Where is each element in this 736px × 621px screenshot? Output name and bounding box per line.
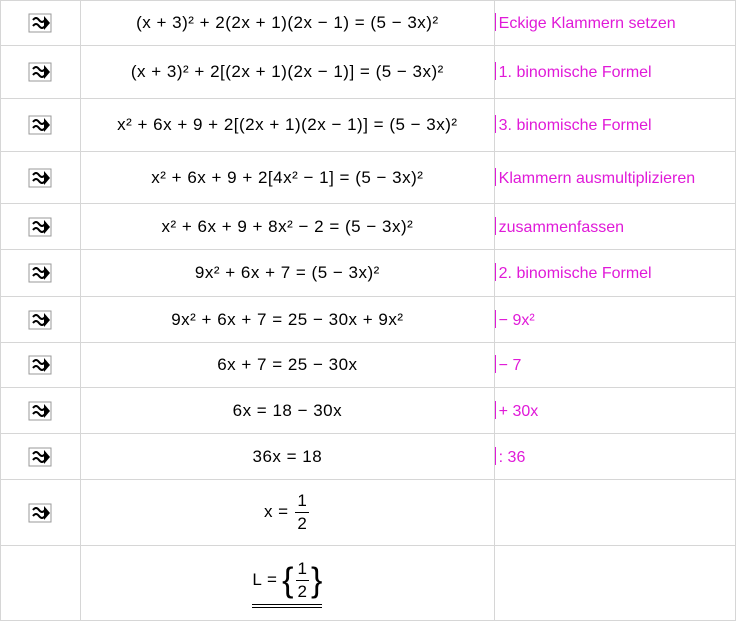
fraction-denominator: 2 <box>297 514 307 533</box>
icon-cell <box>1 480 81 546</box>
note-cell <box>494 388 735 434</box>
equation-cell <box>81 480 495 546</box>
equation: x² + 6x + 9 + 2[4x² − 1] = (5 − 3x)² <box>151 167 424 187</box>
icon-cell <box>1 343 81 388</box>
table-row <box>1 204 736 250</box>
icon-cell <box>1 1 81 46</box>
equation: x² + 6x + 9 + 2[(2x + 1)(2x − 1)] = (5 − 3x)² <box>117 115 458 134</box>
icon-cell <box>1 297 81 343</box>
step-note: − 9x² <box>498 311 535 329</box>
open-brace: { <box>282 561 294 599</box>
table-row <box>1 297 736 343</box>
x-result-lhs: x = <box>263 501 289 521</box>
mathcad-region-icon[interactable] <box>28 354 54 376</box>
table-row <box>1 46 736 99</box>
note-cell <box>494 46 735 99</box>
equation: x² + 6x + 9 + 8x² − 2 = (5 − 3x)² <box>161 216 414 236</box>
solution-set <box>252 559 322 608</box>
icon-cell <box>1 204 81 250</box>
equation-cell <box>81 1 495 46</box>
equation: 6x = 18 − 30x <box>232 400 343 420</box>
mathcad-region-icon[interactable] <box>28 167 54 189</box>
equation: 9x² + 6x + 7 = (5 − 3x)² <box>194 263 380 282</box>
note-cell <box>494 1 735 46</box>
note-cell <box>494 152 735 204</box>
note-cell <box>494 343 735 388</box>
note-cell <box>494 99 735 152</box>
icon-cell <box>1 99 81 152</box>
separator-bar <box>495 168 496 186</box>
table-row <box>1 434 736 480</box>
mathcad-region-icon[interactable] <box>28 400 54 422</box>
separator-bar <box>495 310 496 328</box>
equation-cell <box>81 99 495 152</box>
step-note: 1. binomische Formel <box>498 64 652 81</box>
equation-cell <box>81 434 495 480</box>
solution-fraction <box>296 559 309 602</box>
icon-cell <box>1 388 81 434</box>
note-cell <box>494 480 735 546</box>
separator-bar <box>495 217 496 235</box>
table-row <box>1 388 736 434</box>
solution-lhs: L = <box>252 569 278 589</box>
mathcad-region-icon[interactable] <box>28 61 54 83</box>
icon-cell <box>1 546 81 621</box>
table-row <box>1 343 736 388</box>
mathcad-region-icon[interactable] <box>28 262 54 284</box>
step-note: Klammern ausmultiplizieren <box>498 169 696 187</box>
mathcad-region-icon[interactable] <box>28 12 54 34</box>
step-note: + 30x <box>498 402 539 420</box>
equation: (x + 3)² + 2[(2x + 1)(2x − 1)] = (5 − 3x)² <box>130 62 444 81</box>
equation-cell <box>81 297 495 343</box>
icon-cell <box>1 46 81 99</box>
table-row <box>1 152 736 204</box>
separator-bar <box>495 401 496 419</box>
equation-cell <box>81 343 495 388</box>
table-row <box>1 546 736 621</box>
separator-bar <box>495 13 496 31</box>
icon-cell <box>1 152 81 204</box>
step-note: 3. binomische Formel <box>498 117 652 134</box>
step-note: Eckige Klammern setzen <box>498 15 676 32</box>
table-row <box>1 480 736 546</box>
equation-cell <box>81 152 495 204</box>
equation: 36x = 18 <box>252 446 323 466</box>
equation-cell <box>81 388 495 434</box>
separator-bar <box>495 355 496 373</box>
table-row <box>1 1 736 46</box>
equation-cell <box>81 204 495 250</box>
table-row <box>1 99 736 152</box>
step-note: : 36 <box>498 448 526 466</box>
mathcad-region-icon[interactable] <box>28 446 54 468</box>
step-note: − 7 <box>498 357 522 374</box>
mathcad-region-icon[interactable] <box>28 309 54 331</box>
mathcad-region-icon[interactable] <box>28 114 54 136</box>
step-note: zusammenfassen <box>498 218 625 236</box>
close-brace: } <box>310 561 323 599</box>
equation-cell <box>81 546 495 621</box>
mathcad-region-icon[interactable] <box>28 502 54 524</box>
equation-cell <box>81 46 495 99</box>
note-cell <box>494 434 735 480</box>
equation: 6x + 7 = 25 − 30x <box>217 355 358 374</box>
fraction-denominator: 2 <box>297 581 307 601</box>
icon-cell <box>1 434 81 480</box>
x-result-fraction <box>295 491 308 534</box>
step-note: 2. binomische Formel <box>498 265 652 282</box>
note-cell <box>494 204 735 250</box>
mathcad-region-icon[interactable] <box>28 216 54 238</box>
separator-bar <box>495 62 496 80</box>
equation: 9x² + 6x + 7 = 25 − 30x + 9x² <box>171 309 404 329</box>
table-row <box>1 250 736 297</box>
note-cell <box>494 297 735 343</box>
note-cell <box>494 546 735 621</box>
separator-bar <box>495 447 496 465</box>
note-cell <box>494 250 735 297</box>
icon-cell <box>1 250 81 297</box>
fraction-numerator: 1 <box>297 491 307 510</box>
fraction-numerator: 1 <box>297 558 307 578</box>
equation: (x + 3)² + 2(2x + 1)(2x − 1) = (5 − 3x)² <box>136 13 439 32</box>
equation-cell <box>81 250 495 297</box>
separator-bar <box>495 115 496 133</box>
separator-bar <box>495 263 496 281</box>
